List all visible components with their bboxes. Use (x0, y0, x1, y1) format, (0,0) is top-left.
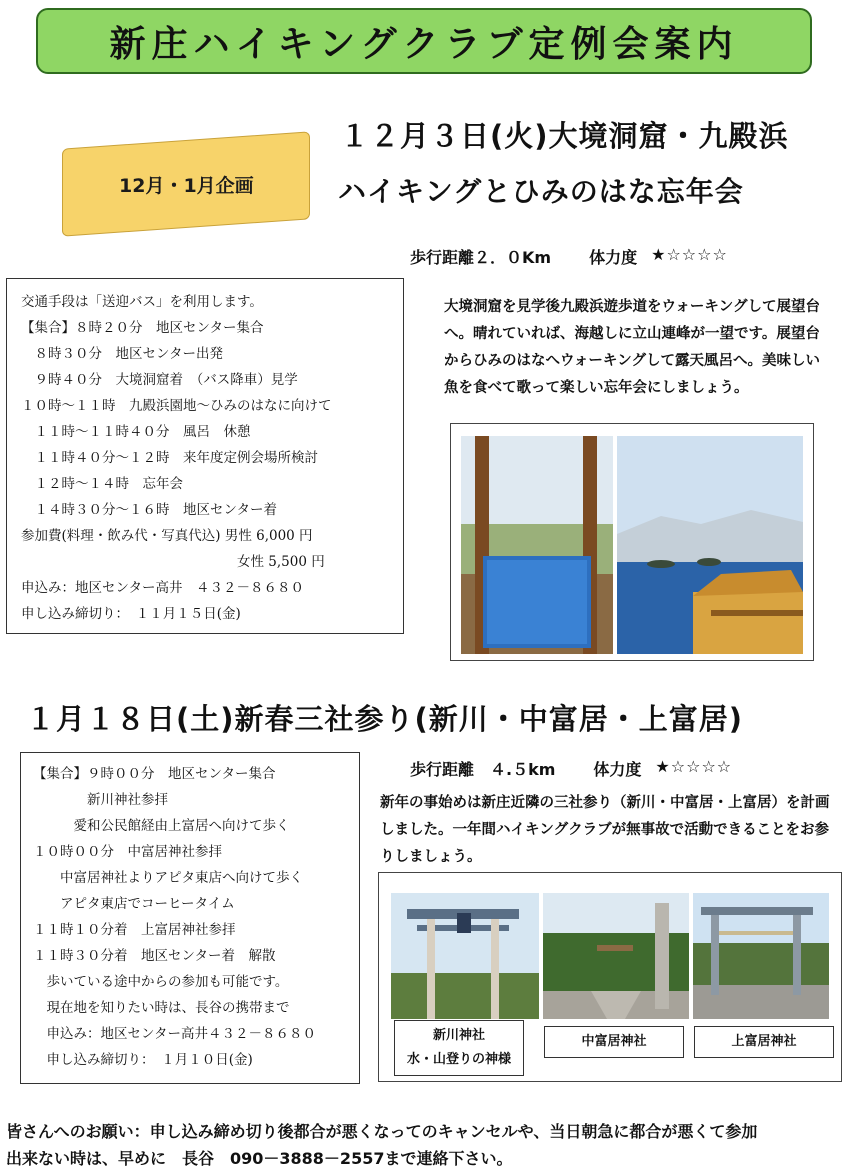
schedule-row: １１時３０分着 地区センター着 解散 (33, 948, 276, 964)
event2-description: 新年の事始めは新庄近隣の三社参り（新川・中富居・上富居）を計画しました。一年間ハイキングクラブが無事故で活動できることをお参りしましょう。 (380, 795, 830, 865)
event2-fitness-label: 体力度 (593, 760, 642, 779)
event1-fitness (589, 245, 728, 268)
schedule-row: １４時３０分～１６時 地区センター着 (21, 502, 277, 518)
footer-note (6, 1118, 757, 1171)
plan-ribbon (62, 131, 310, 236)
schedule-row: １１時４０分～１２時 来年度定例会場所検討 (21, 450, 318, 466)
page-title: 新庄ハイキングクラブ定例会案内 (109, 23, 739, 65)
plan-ribbon-label: 12月・1月企画 (118, 174, 254, 197)
schedule-row: 歩いている途中からの参加も可能です。 (33, 974, 289, 990)
event2-fitness (593, 757, 732, 780)
coast-view-photo (617, 436, 803, 654)
event1-distance: 歩行距離２．０Km (410, 248, 552, 267)
schedule-row: 【集合】８時２０分 地区センター集合 (21, 320, 264, 336)
shinkawa-name: 新川神社 (432, 1028, 485, 1043)
page-title-banner (36, 8, 812, 74)
schedule-row: 愛和公民館経由上富居へ向けて歩く (33, 818, 290, 834)
observation-deck-photo (461, 436, 613, 654)
event2-fitness-stars: ★☆☆☆☆ (655, 757, 733, 776)
shinkawa-caption (394, 1020, 524, 1076)
event2-stats (410, 757, 732, 780)
schedule-row: １０時００分 中富居神社参拝 (33, 844, 222, 860)
schedule-row: 交通手段は「送迎バス」を利用します。 (21, 294, 263, 310)
schedule-row: １２時～１４時 忘年会 (21, 476, 183, 492)
schedule-row: ８時３０分 地区センター出発 (21, 346, 223, 362)
shinkawa-shrine-photo (391, 893, 539, 1019)
event1-photo-frame (450, 423, 814, 661)
footer-line-1: 皆さんへのお願い：申し込み締め切り後都合が悪くなってのキャンセルや、当日朝急に都合が悪くて参加 (6, 1122, 758, 1141)
kamifurui-shrine-photo (693, 893, 829, 1019)
schedule-row: 女性 5,500 円 (21, 554, 325, 570)
event1-description: 大境洞窟を見学後九殿浜遊歩道をウォーキングして展望台へ。晴れていれば、海越しに立山連峰が一望です。展望台からひみのはなへウォーキングして露天風呂へ。美味しい魚を食べて歌って楽しい忘年会にしましょう。 (444, 299, 820, 396)
schedule-row: 申込み：地区センター高井４３２－８６８０ (33, 1026, 316, 1042)
nakafurui-name: 中富居神社 (581, 1034, 647, 1049)
event1-stats (410, 245, 728, 268)
schedule-row: １１時～１１時４０分 風呂 休憩 (21, 424, 251, 440)
schedule-row: ９時４０分 大境洞窟着 （バス降車）見学 (21, 372, 298, 388)
event2-title: １月１８日(土)新春三社参り(新川・中富居・上富居) (26, 702, 744, 736)
schedule-row: 参加費(料理・飲み代・写真代込) 男性 6,000 円 (21, 528, 313, 544)
schedule-row: 【集合】９時００分 地区センター集合 (33, 766, 276, 782)
schedule-row: 現在地を知りたい時は、長谷の携帯まで (33, 1000, 290, 1016)
event1-subtitle: ハイキングとひみのはな忘年会 (338, 175, 744, 208)
kamifurui-name: 上富居神社 (731, 1034, 797, 1049)
event1-fitness-label: 体力度 (589, 248, 638, 267)
event2-schedule-box (20, 752, 360, 1084)
shinkawa-note: 水・山登りの神様 (406, 1052, 511, 1067)
event2-distance: 歩行距離 ４.５km (410, 760, 556, 779)
nakafurui-caption (544, 1026, 684, 1058)
schedule-row: 申込み：地区センター高井 ４３２－８６８０ (21, 580, 304, 596)
schedule-row: 中富居神社よりアピタ東店へ向けて歩く (33, 870, 303, 886)
footer-line-2: 出来ない時は、早めに 長谷 090－3888－2557まで連絡下さい。 (6, 1149, 513, 1168)
event1-fitness-stars: ★☆☆☆☆ (651, 245, 728, 264)
kamifurui-caption (694, 1026, 834, 1058)
schedule-row: 申し込み締切り： １月１０日(金) (33, 1052, 253, 1068)
schedule-row: 申し込み締切り： １１月１５日(金) (21, 606, 241, 622)
event1-photos (451, 424, 813, 660)
nakafurui-shrine-photo (543, 893, 689, 1019)
schedule-row: アピタ東店でコーヒータイム (33, 896, 235, 912)
event1-schedule-box (6, 278, 404, 634)
event1-date-line: １２月３日(火)大境洞窟・九殿浜 (340, 119, 789, 153)
schedule-row: 新川神社参拝 (33, 792, 168, 808)
schedule-row: １１時１０分着 上富居神社参拝 (33, 922, 236, 938)
schedule-row: １０時～１１時 九殿浜園地～ひみのはなに向けて (21, 398, 332, 414)
